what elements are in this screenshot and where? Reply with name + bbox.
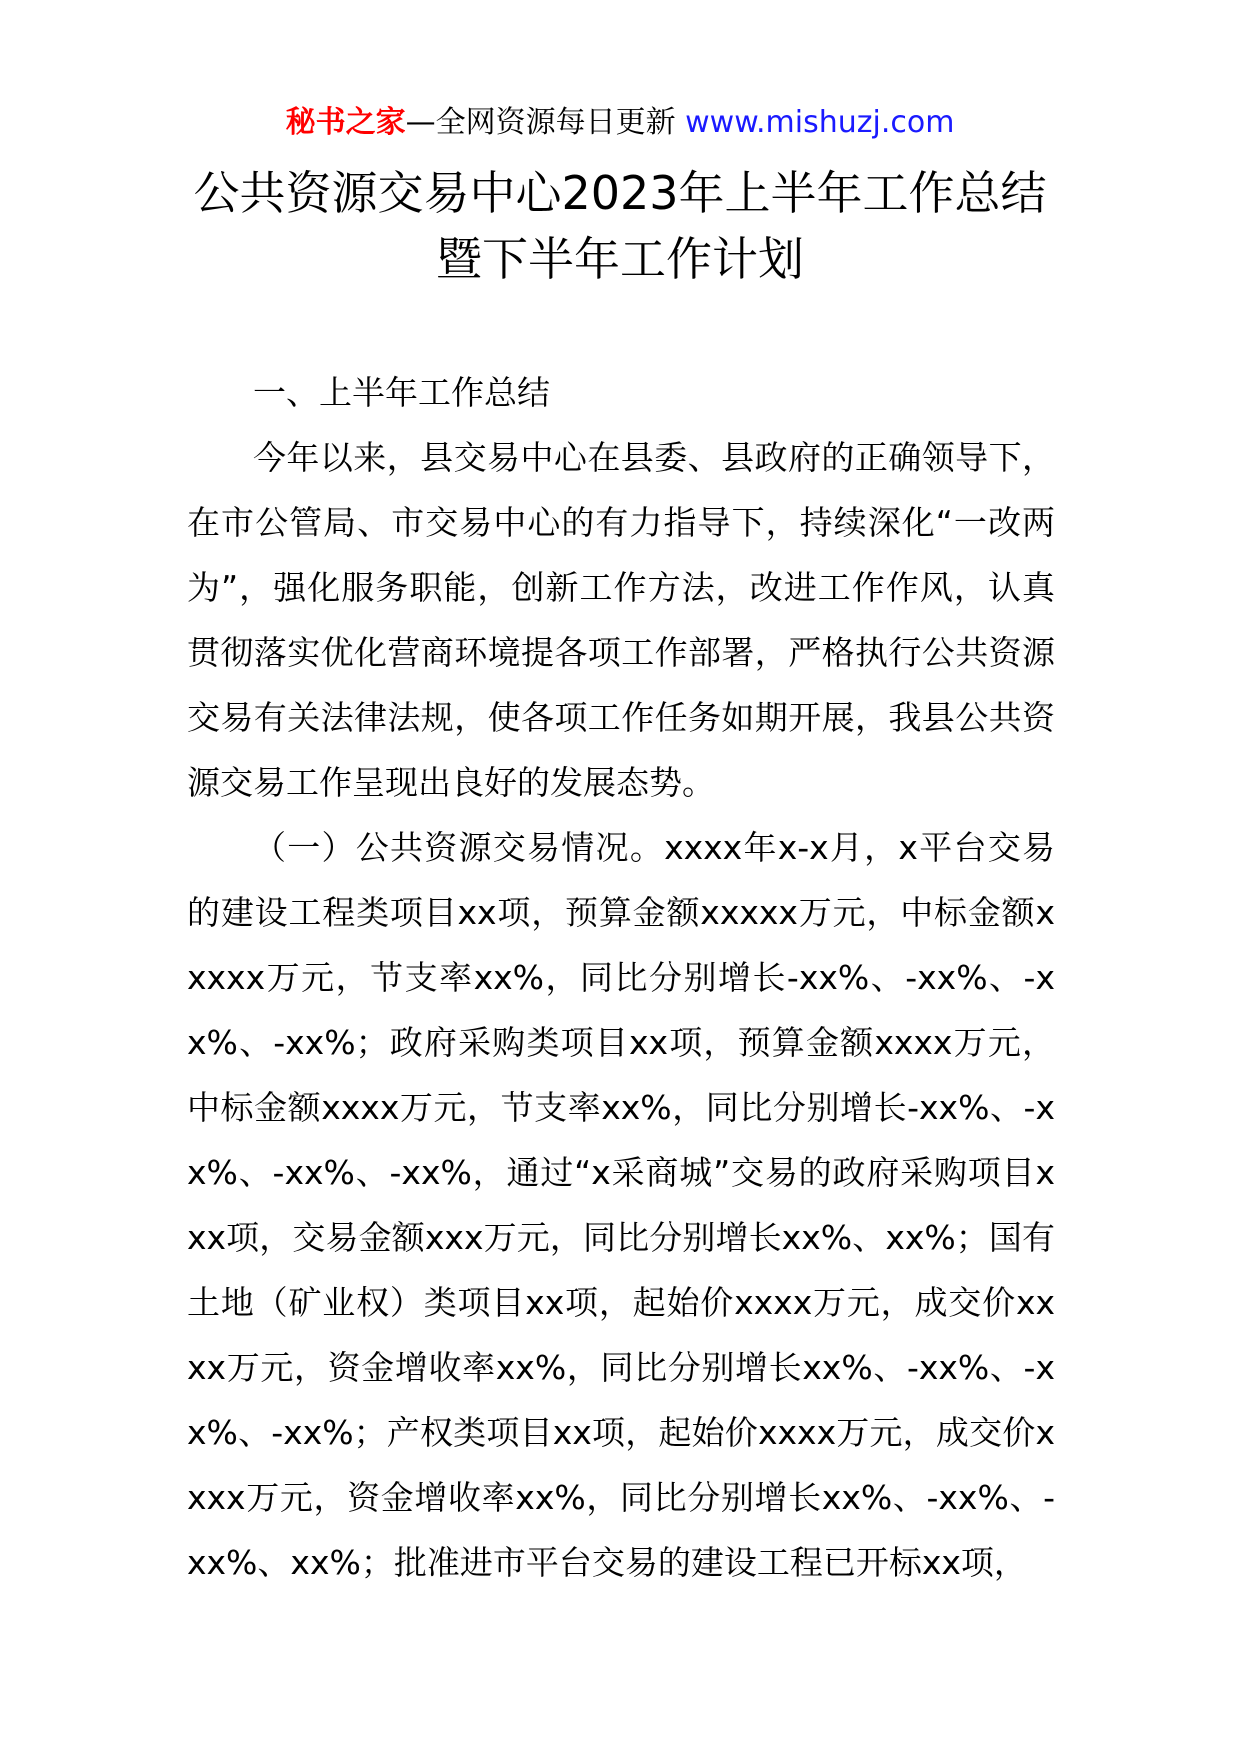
document-title-line-2: 暨下半年工作计划 — [436, 232, 804, 286]
document-title-line-1: 公共资源交易中心2023年上半年工作总结 — [193, 166, 1047, 220]
document-title — [120, 160, 1120, 292]
watermark-brand: 秘书之家 — [285, 105, 406, 140]
watermark-url[interactable]: www.mishuzj.com — [685, 105, 955, 140]
paragraph-intro: 今年以来，县交易中心在县委、县政府的正确领导下，在市公管局、市交易中心的有力指导下，持续深化“一改两为”，强化服务职能，创新工作方法，改进工作作风，认真贯彻落实优化营商环境提各项工作部署，严格执行公共资源交易有关法律法规，使各项工作任务如期开展，我县公共资源交易工作呈现出良好的发展态势。 — [187, 438, 1055, 802]
watermark-banner — [0, 103, 1240, 143]
watermark-slogan: —全网资源每日更新 — [405, 105, 686, 140]
paragraph-transactions: （一）公共资源交易情况。xxxx年x-x月，x平台交易的建设工程类项目xx项，预算金额xxxxx万元，中标金额xxxxx万元，节支率xx%，同比分别增长-xx%、-xx%、-xx%、-xx%；政府采购类项目xx项，预算金额xxxx万元，中标金额xxxx万元，节支率xx%，同比分别增长-xx%、-xx%、-xx%、-xx%，通过“x采商城”交易的政府采购项目xxx项，交易金额xxx万元，同比分别增长xx%、xx%；国有土地（矿业权）类项目xx项，起始价xxxx万元，成交价xxxx万元，资金增收率xx%，同比分别增长xx%、-xx%、-xx%、-xx%；产权类项目xx项，起始价xxxx万元，成交价xxxx万元，资金增收率xx%，同比分别增长xx%、-xx%、-xx%、xx%；批准进市平台交易的建设工程已开标xx项， — [187, 828, 1055, 1582]
document-body — [187, 360, 1055, 1595]
section-heading: 一、上半年工作总结 — [253, 373, 550, 412]
